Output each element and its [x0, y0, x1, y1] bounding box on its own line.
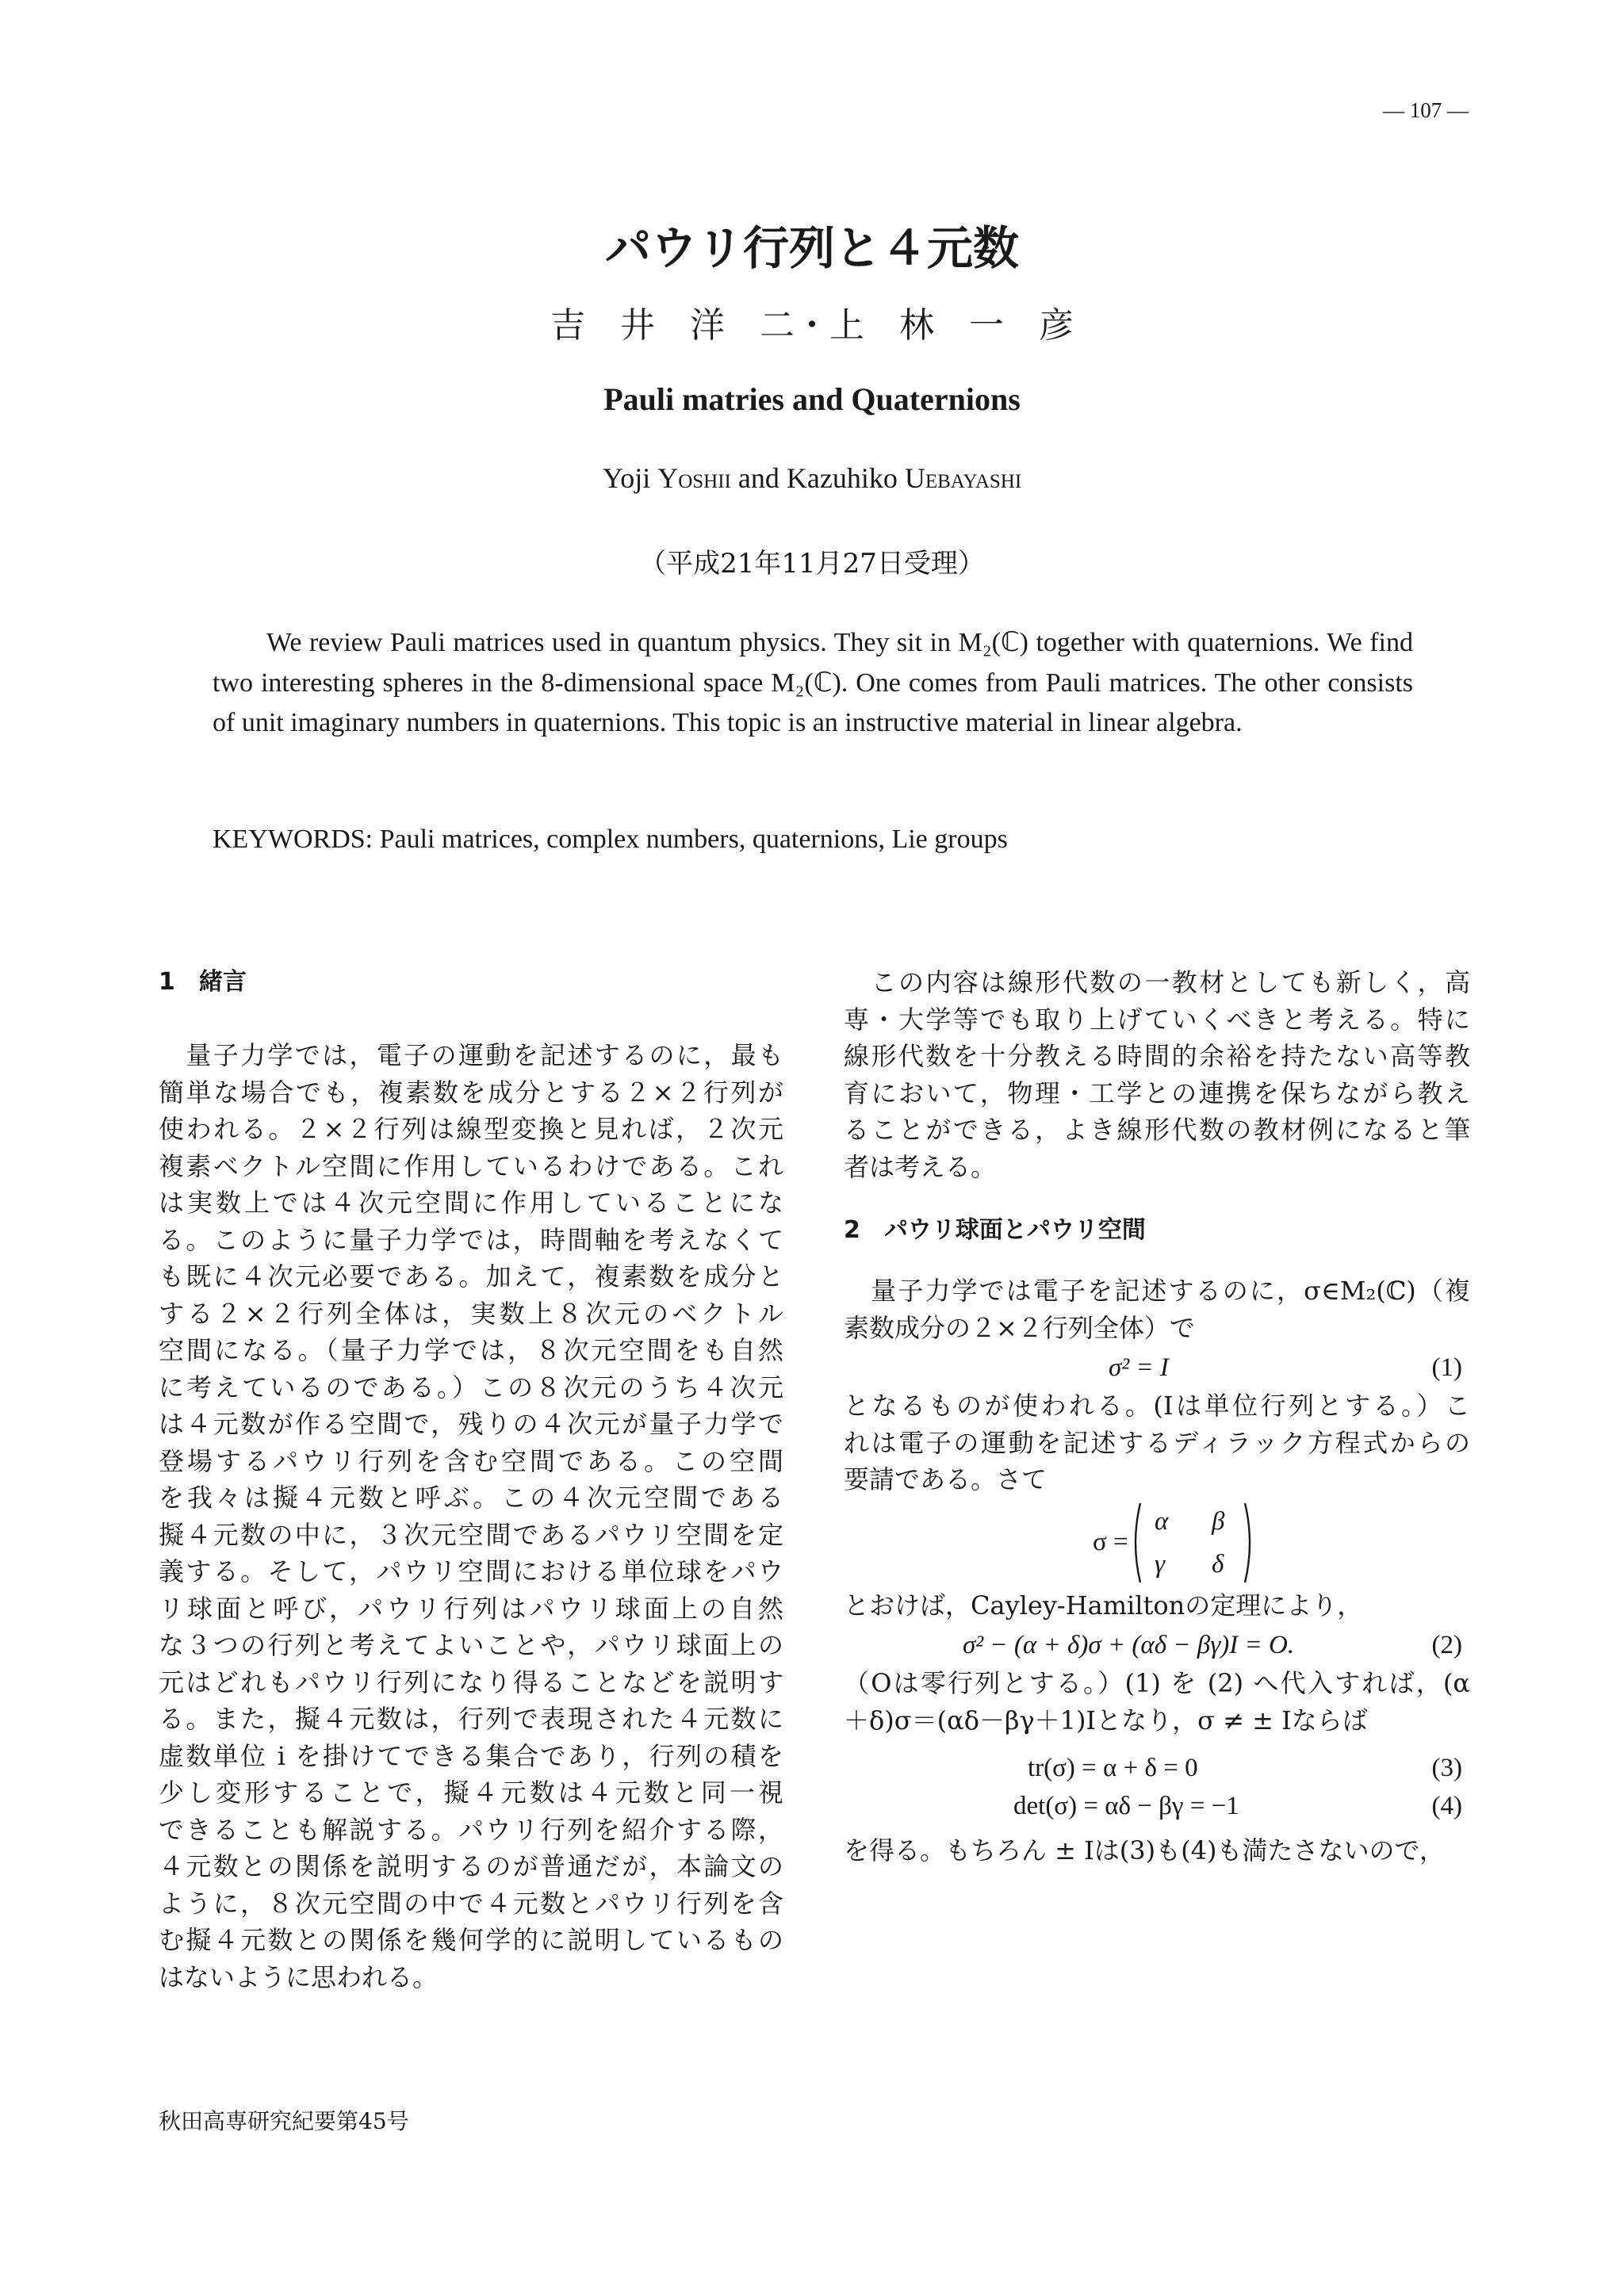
equation-4: [844, 1785, 1470, 1832]
text-line: 義する。そして，パウリ空間における単位球をパウ: [159, 1556, 783, 1586]
text-line: となるものが使われる。(Iは単位行列とする。）こ: [844, 1391, 1470, 1421]
text-line: 空間になる。（量子力学では，８次元空間をも自然: [159, 1335, 783, 1365]
title-japanese: パウリ行列と４元数: [604, 221, 1019, 275]
text-line: はないように思われる。: [159, 1961, 439, 1992]
author-char: 井: [620, 305, 655, 346]
text-line: 複素ベクトル空間に作用しているわけである。これ: [159, 1150, 783, 1181]
equation-1: [844, 1346, 1470, 1387]
matrix-brackets: [1129, 1498, 1256, 1587]
paragraph: [844, 1587, 1470, 1624]
title-english: Pauli matries and Quaternions: [603, 381, 1021, 417]
section-heading: 2 パウリ球面とパウリ空間: [844, 1216, 1146, 1244]
text-line: できることも解説する。パウリ行列を紹介する際，: [159, 1814, 783, 1845]
right-column: [844, 964, 1470, 1869]
paragraph: [844, 1272, 1470, 1346]
introduction-paragraph: [159, 1037, 783, 1996]
text-line: れは電子の運動を記述するディラック方程式からの: [844, 1427, 1470, 1458]
authors-english: [0, 461, 1624, 495]
author-given-name: Yoji: [602, 462, 651, 494]
text-line: 者は考える。: [844, 1151, 997, 1182]
equation-number: (1): [1431, 1353, 1462, 1382]
keywords: KEYWORDS: Pauli matrices, complex numbers, quaternions, Lie groups: [213, 825, 1008, 854]
text-line: 登場するパウリ行列を含む空間である。この空間: [159, 1445, 783, 1476]
text-line: リ球面と呼び，パウリ行列はパウリ球面上の自然: [159, 1593, 783, 1624]
text-line: 素数成分の２×２行列全体）で: [844, 1312, 1195, 1343]
motivation-paragraph: [844, 964, 1470, 1185]
equation-body: det(σ) = αδ − βγ = −1: [1013, 1792, 1239, 1820]
text-line: 要請である。さて: [844, 1464, 1048, 1494]
section-heading: 1 緒言: [159, 968, 247, 996]
author-char: 林: [899, 305, 934, 346]
text-line: （Oは零行列とする。）(1) を (2) へ代入すれば，(α: [844, 1668, 1470, 1698]
matrix-cell: β: [1212, 1506, 1225, 1536]
text-line: ＋δ)σ＝(αδ－βγ＋1)Iとなり，σ ≠ ± Iならば: [844, 1705, 1368, 1735]
text-line: 量子力学では電子を記述するのに，σ∈M₂(ℂ)（複: [844, 1276, 1470, 1306]
author-given-name: Kazuhiko: [786, 462, 898, 494]
text-line: 虚数単位 i を掛けてできる集合であり，行列の積を: [159, 1740, 783, 1771]
text-line: る。このように量子力学では，時間軸を考えなくて: [159, 1224, 783, 1255]
matrix-cell: α: [1155, 1506, 1169, 1536]
text-line: この内容は線形代数の一教材としても新しく，高: [844, 967, 1470, 997]
matrix-cell: γ: [1155, 1549, 1166, 1578]
equation-number: (3): [1431, 1754, 1462, 1782]
author-family-name: Yoshii: [657, 462, 731, 494]
text-line: 使われる。２×２行列は線型変換と見れば，２次元: [159, 1114, 783, 1144]
text-line: する２×２行列全体は，実数上８次元のベクトル: [159, 1298, 783, 1329]
author-char: 一: [969, 305, 1004, 346]
text-line: とおけば，Cayley-Hamiltonの定理により，: [844, 1590, 1363, 1621]
text-line: る。また，擬４元数は，行列で表現された４元数に: [159, 1704, 783, 1734]
author-char: 二・上: [760, 305, 864, 346]
author-char: 彦: [1039, 305, 1074, 346]
paragraph: [844, 1665, 1470, 1739]
equation-body: tr(σ) = α + δ = 0: [1028, 1754, 1198, 1782]
text-line: 擬４元数の中に，３次元空間であるパウリ空間を定: [159, 1519, 783, 1550]
equation-2: [844, 1624, 1470, 1665]
page-number: — 107 —: [1383, 98, 1469, 122]
matrix-cell: δ: [1212, 1549, 1224, 1578]
text-line: は実数上では４次元空間に作用していることにな: [159, 1188, 783, 1218]
equation-body: σ² − (α + δ)σ + (αδ − βγ)I = O.: [963, 1631, 1295, 1659]
text-line: 専・大学等でも取り上げていくべきと考える。特に: [844, 1004, 1470, 1035]
left-column: [159, 964, 783, 1996]
text-line: 簡単な場合でも，複素数を成分とする２×２行列が: [159, 1077, 783, 1108]
text-line: ４元数との関係を説明するのが普通だが，本論文の: [159, 1851, 783, 1881]
author-family-name: Uebayashi: [904, 462, 1022, 494]
authors-japanese: [0, 297, 1624, 347]
equation-body: σ² = I: [1109, 1353, 1169, 1382]
text-line: 少し変形することで，擬４元数は４元数と同一視: [159, 1777, 783, 1808]
text-line: を得る。もちろん ± Iは(3)も(4)も満たさないので，: [844, 1835, 1445, 1866]
author-char: 洋: [690, 305, 725, 346]
text-line: を我々は擬４元数と呼ぶ。この４次元空間である: [159, 1483, 783, 1513]
text-line: む擬４元数との関係を幾何学的に説明しているもの: [159, 1925, 783, 1955]
text-line: は４元数が作る空間で，残りの４次元が量子力学で: [159, 1409, 783, 1439]
text-line: ることができる，よき線形代数の教材例になると筆: [844, 1115, 1470, 1145]
text-line: も既に４次元必要である。加えて，複素数を成分と: [159, 1261, 783, 1292]
equation-number: (4): [1431, 1792, 1462, 1820]
paragraph: [844, 1832, 1470, 1869]
text-line: 元はどれもパウリ行列になり得ることなどを説明す: [159, 1667, 783, 1697]
abstract: We review Pauli matrices used in quantum physics. They sit in M₂(ℂ) together with quaternions. We find two interesting spheres in the 8-dimensional space M₂(ℂ). One comes from Pauli matrices. The other consists of unit imaginary numbers in quaternions. This topic is an instructive material in linear algebra.: [213, 628, 1413, 737]
text-line: に考えているのである。）この８次元のうち４次元: [159, 1372, 783, 1402]
author-conjunction: and: [737, 462, 779, 494]
author-char: 吉: [550, 305, 585, 346]
equation-number: (2): [1431, 1631, 1462, 1659]
matrix: [1129, 1498, 1256, 1587]
matrix-definition: [844, 1498, 1470, 1587]
equation-3: [844, 1747, 1470, 1785]
received-date: （平成21年11月27日受理）: [639, 548, 985, 580]
text-line: 育において，物理・工学との連携を保ちながら教え: [844, 1077, 1470, 1108]
text-line: な３つの行列と考えてよいことや，パウリ球面上の: [159, 1630, 783, 1660]
text-line: 量子力学では，電子の運動を記述するのに，最も: [159, 1040, 783, 1070]
text-line: ように，８次元空間の中で４元数とパウリ行列を含: [159, 1888, 783, 1919]
paragraph: [844, 1387, 1470, 1498]
text-line: 線形代数を十分教える時間的余裕を持たない高等教: [844, 1041, 1470, 1071]
matrix-label: σ =: [1093, 1527, 1128, 1556]
journal-footer: 秋田高専研究紀要第45号: [159, 2108, 409, 2134]
